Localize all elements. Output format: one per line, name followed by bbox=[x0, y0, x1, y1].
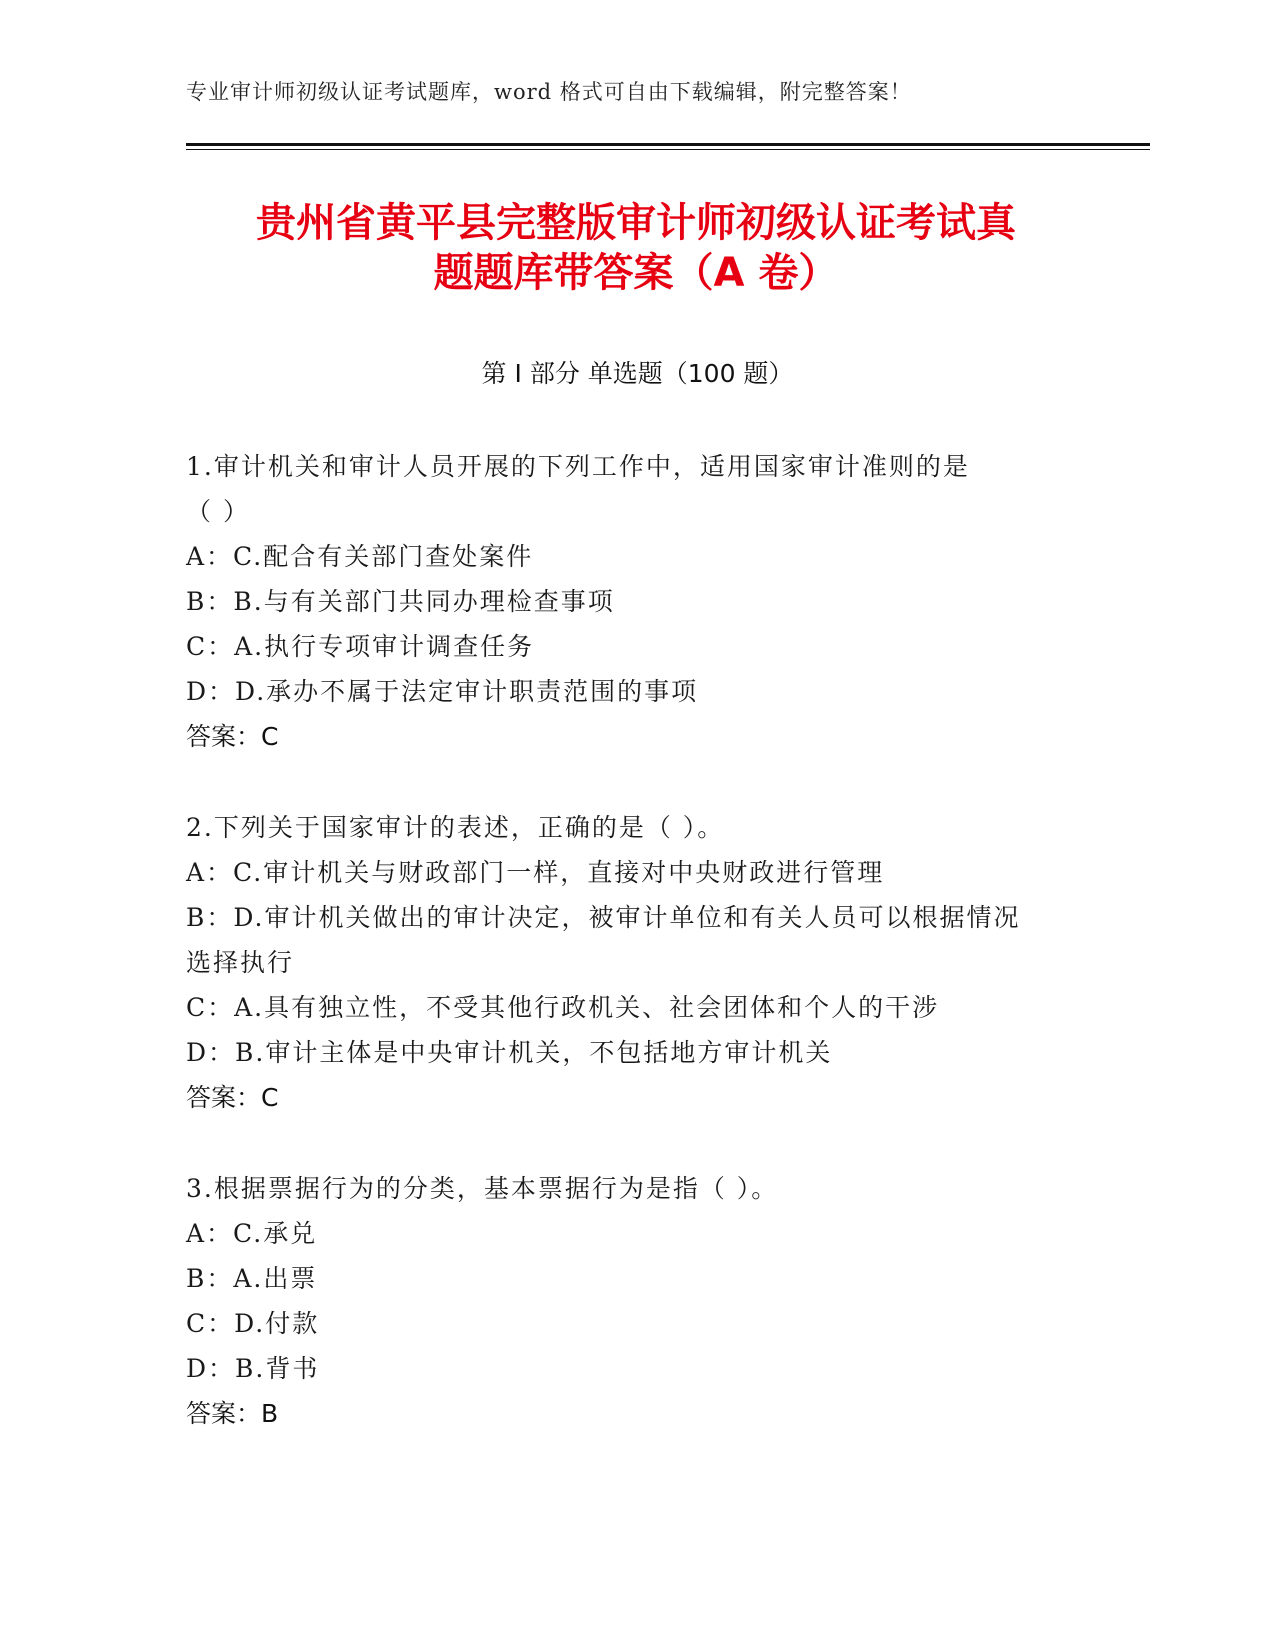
option-b: B：A.出票 bbox=[186, 1264, 318, 1293]
option-b: B：D.审计机关做出的审计决定，被审计单位和有关人员可以根据情况 bbox=[186, 903, 1021, 932]
option-a: A：C.审计机关与财政部门一样，直接对中央财政进行管理 bbox=[186, 858, 885, 887]
question-stem-blank: （ ） bbox=[186, 497, 250, 526]
option-c: C：A.具有独立性，不受其他行政机关、社会团体和个人的干涉 bbox=[186, 993, 940, 1022]
option-d: D：B.背书 bbox=[186, 1354, 320, 1383]
option-b: B：B.与有关部门共同办理检查事项 bbox=[186, 587, 615, 616]
question-stem: 2.下列关于国家审计的表述，正确的是（ ）。 bbox=[186, 813, 725, 842]
option-b-continued: 选择执行 bbox=[186, 948, 295, 977]
option-a: A：C.承兑 bbox=[186, 1219, 318, 1248]
question-stem: 1.审计机关和审计人员开展的下列工作中，适用国家审计准则的是 bbox=[186, 452, 970, 481]
option-d: D：D.承办不属于法定审计职责范围的事项 bbox=[186, 677, 699, 706]
document-title-line-2: 题题库带答案（A 卷） bbox=[433, 250, 839, 296]
option-c: C：A.执行专项审计调查任务 bbox=[186, 632, 535, 661]
answer-text: 答案：B bbox=[186, 1399, 279, 1428]
document-title-line-1: 贵州省黄平县完整版审计师初级认证考试真 bbox=[256, 200, 1016, 246]
question-2 bbox=[186, 805, 1086, 1120]
section-title: 第 I 部分 单选题（100 题） bbox=[481, 359, 794, 388]
answer-text: 答案：C bbox=[186, 1083, 279, 1112]
header-divider-thick bbox=[186, 143, 1150, 146]
question-3 bbox=[186, 1166, 1086, 1436]
document-title bbox=[186, 198, 1086, 298]
option-a: A：C.配合有关部门查处案件 bbox=[186, 542, 534, 571]
option-c: C：D.付款 bbox=[186, 1309, 320, 1338]
page-header-text: 专业审计师初级认证考试题库，word 格式可自由下载编辑，附完整答案！ bbox=[186, 80, 912, 104]
question-stem: 3.根据票据行为的分类，基本票据行为是指（ ）。 bbox=[186, 1174, 779, 1203]
question-1 bbox=[186, 444, 1086, 759]
option-d: D：B.审计主体是中央审计机关，不包括地方审计机关 bbox=[186, 1038, 833, 1067]
answer-text: 答案：C bbox=[186, 722, 279, 751]
header-divider-thin bbox=[186, 149, 1150, 150]
question-list bbox=[186, 444, 1086, 1482]
